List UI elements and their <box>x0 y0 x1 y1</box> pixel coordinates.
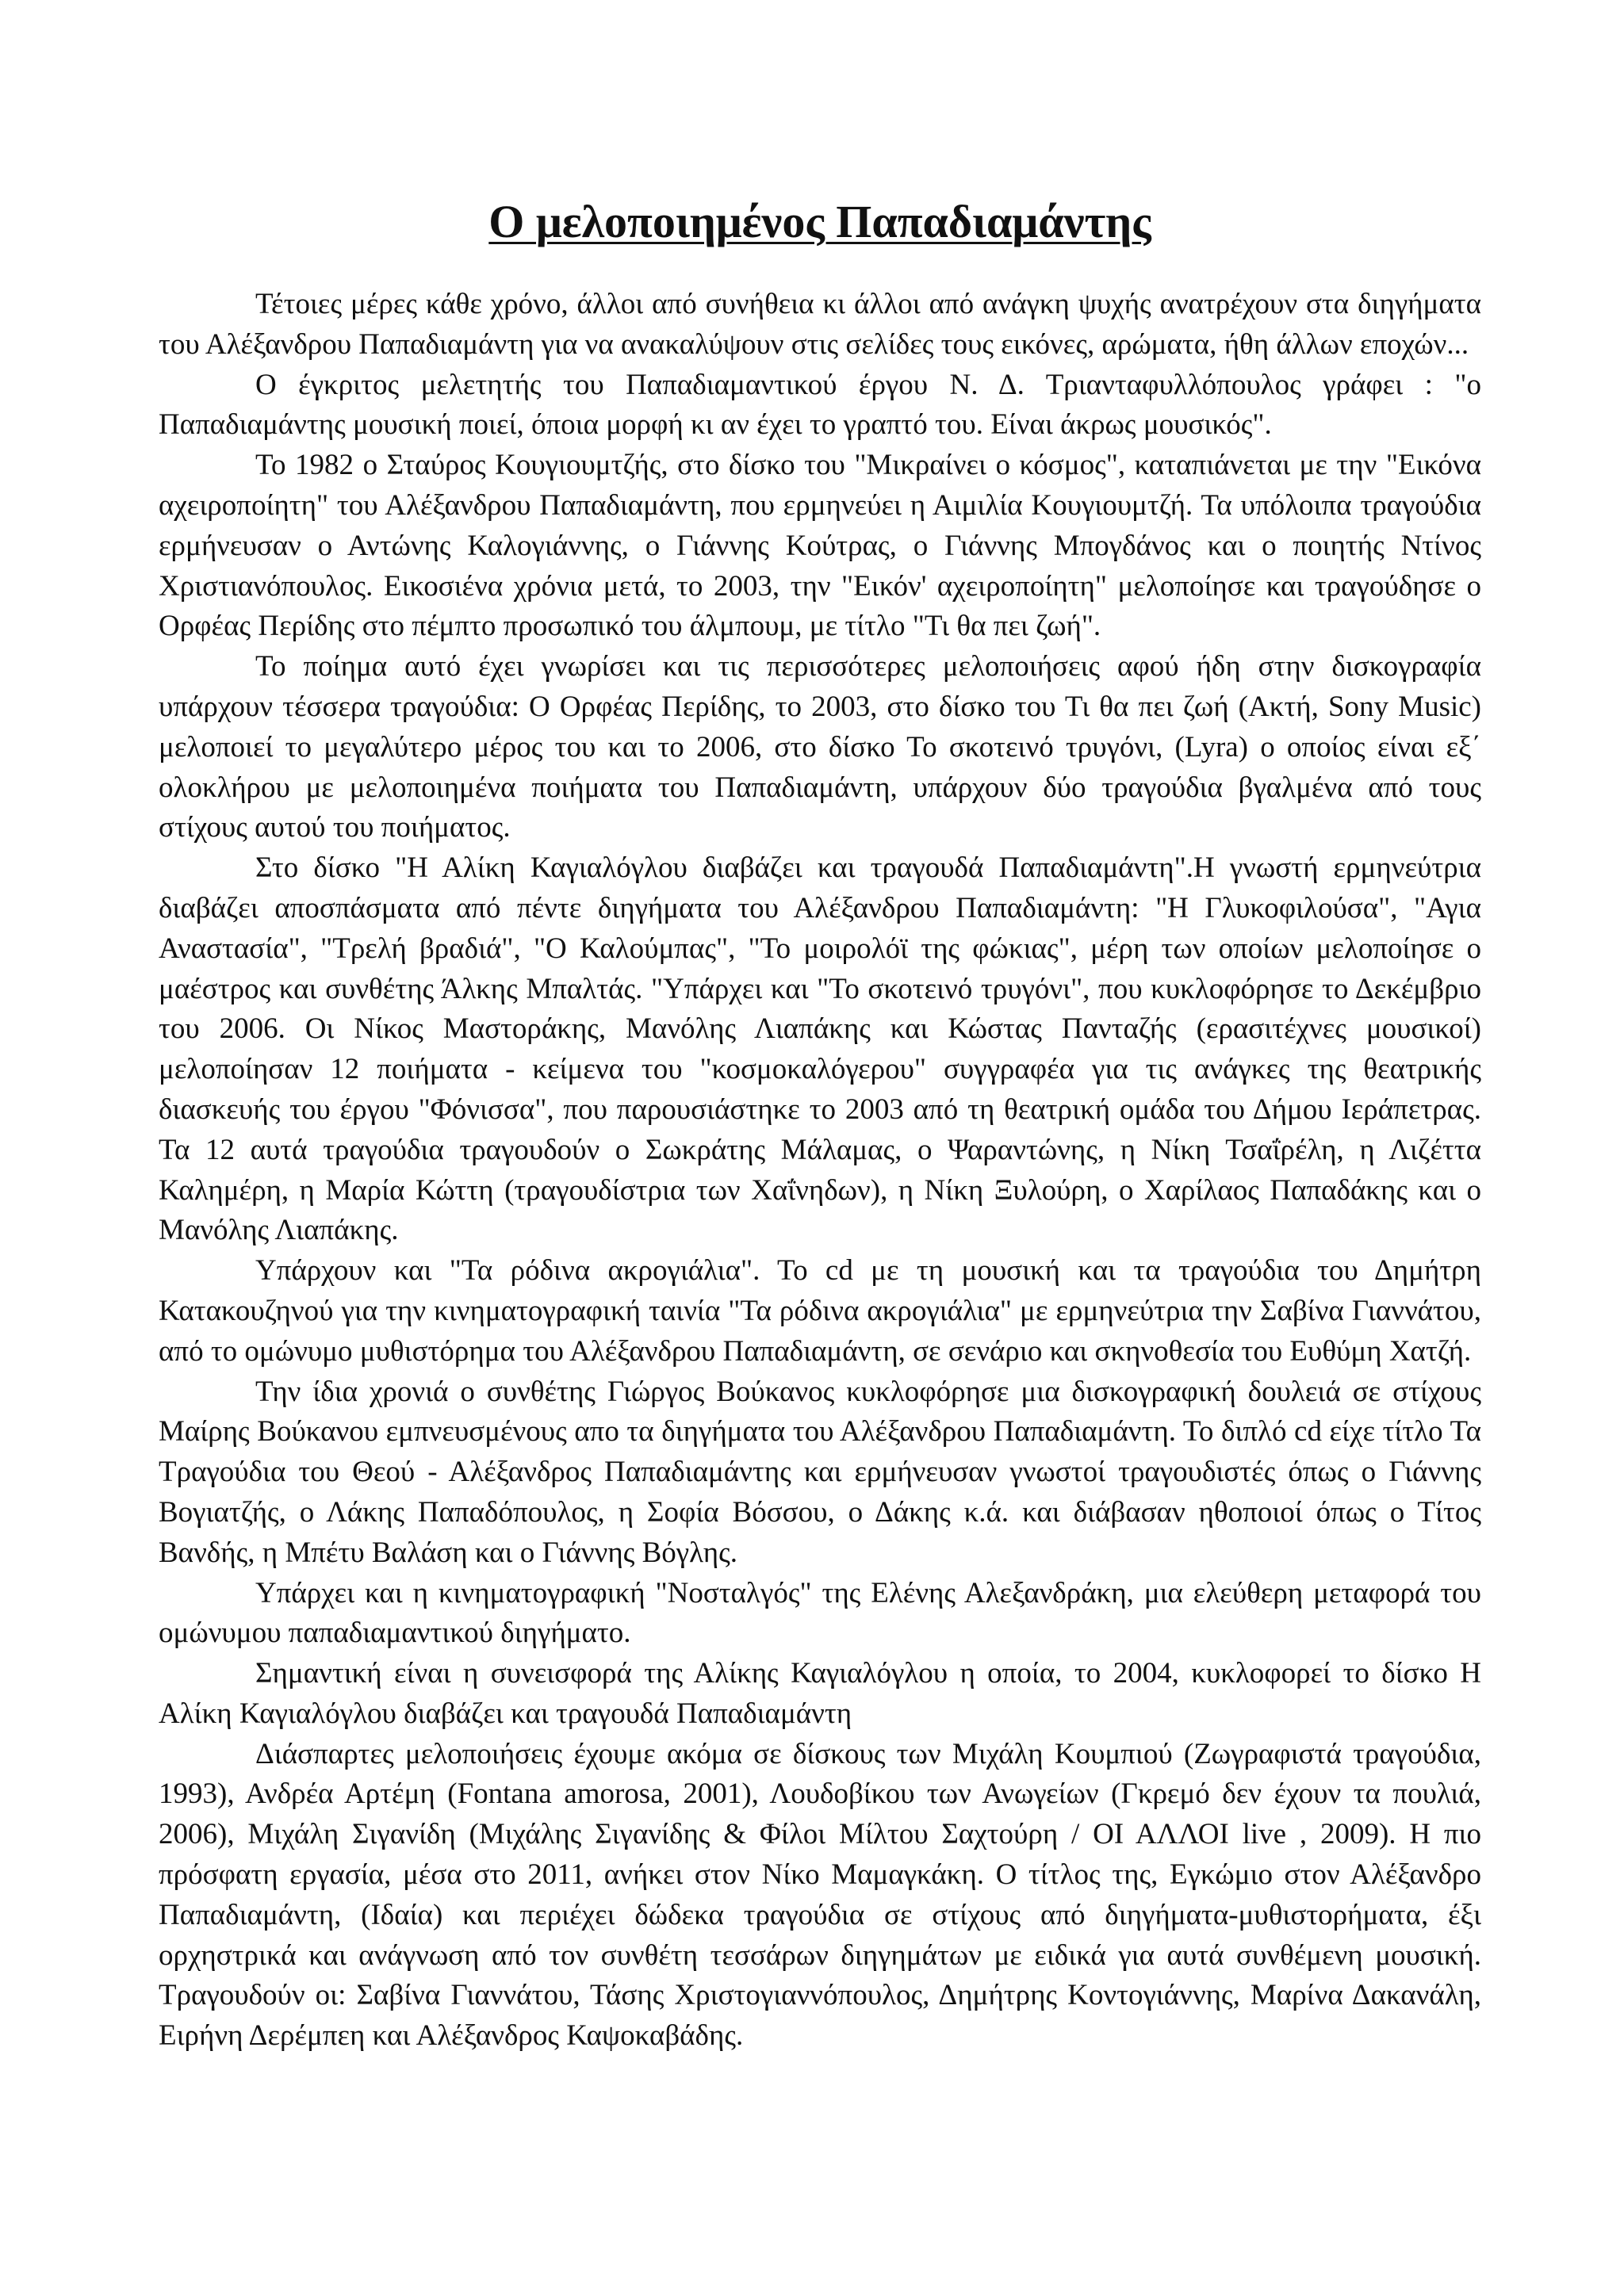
document-page <box>159 0 1481 2296</box>
paragraph-nostalgos: Υπάρχει και η κινηματογραφική "Νοσταλγός" της Ελένης Αλεξανδράκη, μια ελεύθερη μεταφορά του ομώνυμου παπαδιαμαντικού διηγήματο. <box>159 1576 1481 1650</box>
paragraph-poem-settings: Το ποίημα αυτό έχει γνωρίσει και τις περισσότερες μελοποιήσεις αφού ήδη στην δισκογραφία υπάρχουν τέσσερα τραγούδια: Ο Ορφέας Περίδης, το 2003, στο δίσκο του Τι θα πει ζωή (Ακτή, Sony Music) μελοποιεί το μεγαλύτερο μέρος του και το 2006, στο δίσκο Το σκοτεινό τρυγόνι, (Lyra) ο οποίος είναι εξ΄ ολοκλήρου με μελοποιημένα ποιήματα του Παπαδιαμάντη, υπάρχουν δύο τραγούδια βγαλμένα από τους στίχους αυτού του ποιήματος. <box>159 650 1481 844</box>
paragraph-kougioumtzis-1982: Το 1982 ο Σταύρος Κουγιουμτζής, στο δίσκο του "Μικραίνει ο κόσμος", καταπιάνεται με την "Εικόνα αχειροποίητη" του Αλέξανδρου Παπαδιαμάντη, που ερμηνεύει η Αιμιλία Κουγιουμτζή. Τα υπόλοιπα τραγούδια ερμήνευσαν ο Αντώνης Καλογιάννης, ο Γιάννης Κούτρας, ο Γιάννης Μπογδάνος και ο ποιητής Ντίνος Χριστιανόπουλος. Εικοσιένα χρόνια μετά, το 2003, την "Εικόν' αχειροποίητη" μελοποίησε και τραγούδησε ο Ορφέας Περίδης στο πέμπτο προσωπικό του άλμπουμ, με τίτλο "Τι θα πει ζωή". <box>159 449 1481 643</box>
paragraph-intro: Τέτοιες μέρες κάθε χρόνο, άλλοι από συνήθεια κι άλλοι από ανάγκη ψυχής ανατρέχουν στα διηγήματα του Αλέξανδρου Παπαδιαμάντη για να ανακαλύψουν στις σελίδες τους εικόνες, αρώματα, ήθη άλλων εποχών... <box>159 288 1481 361</box>
paragraph-kagialoglou-album: Στο δίσκο "Η Αλίκη Καγιαλόγλου διαβάζει και τραγουδά Παπαδιαμάντη".Η γνωστή ερμηνεύτρια διαβάζει αποσπάσματα από πέντε διηγήματα του Αλέξανδρου Παπαδιαμάντη: "Η Γλυκοφιλούσα", "Αγια Αναστασία", "Τρελή βραδιά", "Ο Καλούμπας", "Το μοιρολόϊ της φώκιας", μέρη των οποίων μελοποίησε ο μαέστρος και συνθέτης Άλκης Μπαλτάς. "Υπάρχει και "Το σκοτεινό τρυγόνι", που κυκλοφόρησε το Δεκέμβριο του 2006. Οι Νίκος Μαστοράκης, Μανόλης Λιαπάκης και Κώστας Πανταζής (ερασιτέχνες μουσικοί) μελοποίησαν 12 ποιήματα - κείμενα του "κοσμοκαλόγερου" συγγραφέα για τις ανάγκες της θεατρικής διασκευής του έργου "Φόνισσα", που παρουσιάστηκε το 2003 από τη θεατρική ομάδα του Δήμου Ιεράπετρας. Τα 12 αυτά τραγούδια τραγουδούν ο Σωκράτης Μάλαμας, ο Ψαραντώνης, η Νίκη Τσαΐρέλη, η Λιζέττα Καλημέρη, η Μαρία Κώττη (τραγουδίστρια των Χαΐνηδων), η Νίκη Ξυλούρη, ο Χαρίλαος Παπαδάκης και ο Μανόλης Λιαπάκης. <box>159 851 1481 1247</box>
paragraph-triantafyllopoulos-quote: Ο έγκριτος μελετητής του Παπαδιαμαντικού έργου Ν. Δ. Τριανταφυλλόπουλος γράφει : "ο Παπαδιαμάντης μουσική ποιεί, όποια μορφή κι αν έχει το γραπτό του. Είναι άκρως μουσικός". <box>159 368 1481 442</box>
page-title: Ο μελοποιημένος Παπαδιαμάντης <box>488 196 1151 247</box>
article-body <box>159 285 1481 2057</box>
paragraph-rodina-akrogialia: Υπάρχουν και "Τα ρόδινα ακρογιάλια". Το cd με τη μουσική και τα τραγούδια του Δημήτρη Κατακουζηνού για την κινηματογραφική ταινία "Τα ρόδινα ακρογιάλια" με ερμηνεύτρια την Σαβίνα Γιαννάτου, από το ομώνυμο μυθιστόρημα του Αλέξανδρου Παπαδιαμάντη, σε σενάριο και σκηνοθεσία του Ευθύμη Χατζή. <box>159 1254 1481 1368</box>
paragraph-kagialoglou-contribution: Σημαντική είναι η συνεισφορά της Αλίκης Καγιαλόγλου η οποία, το 2004, κυκλοφορεί το δίσκο Η Αλίκη Καγιαλόγλου διαβάζει και τραγουδά Παπαδιαμάντη <box>159 1657 1481 1730</box>
paragraph-other-settings: Διάσπαρτες μελοποιήσεις έχουμε ακόμα σε δίσκους των Μιχάλη Κουμπιού (Ζωγραφιστά τραγούδια, 1993), Ανδρέα Αρτέμη (Fontana amorosa, 2001), Λουδοβίκου των Ανωγείων (Γκρεμό δεν έχουν τα πουλιά, 2006), Μιχάλη Σιγανίδη (Μιχάλης Σιγανίδης & Φίλοι Μίλτου Σαχτούρη / ΟΙ ΑΛΛΟΙ live , 2009). Η πιο πρόσφατη εργασία, μέσα στο 2011, ανήκει στον Νίκο Μαμαγκάκη. Ο τίτλος της, Εγκώμιο στον Αλέξανδρο Παπαδιαμάντη, (Ιδαία) και περιέχει δώδεκα τραγούδια σε στίχους από διηγήματα-μυθιστορήματα, έξι ορχηστρικά και ανάγνωση από τον συνθέτη τεσσάρων διηγημάτων με ειδικά για αυτά συνθέμενη μουσική. Τραγουδούν οι: Σαβίνα Γιαννάτου, Τάσης Χριστογιαννόπουλος, Δημήτρης Κοντογιάννης, Μαρίνα Δακανάλη, Ειρήνη Δερέμπεη και Αλέξανδρος Καψοκαβάδης. <box>159 1737 1481 2053</box>
paragraph-voukanos: Την ίδια χρονιά ο συνθέτης Γιώργος Βούκανος κυκλοφόρησε μια δισκογραφική δουλειά σε στίχους Μαίρης Βούκανου εμπνευσμένους απο τα διηγήματα του Αλέξανδρου Παπαδιαμάντη. Το διπλό cd είχε τίτλο Τα Τραγούδια του Θεού - Αλέξανδρος Παπαδιαμάντης και ερμήνευσαν γνωστοί τραγουδιστές όπως ο Γιάννης Βογιατζής, ο Λάκης Παπαδόπουλος, η Σοφία Βόσσου, ο Δάκης κ.ά. και διάβασαν ηθοποιοί όπως ο Τίτος Βανδής, η Μπέτυ Βαλάση και ο Γιάννης Βόγλης. <box>159 1375 1481 1569</box>
